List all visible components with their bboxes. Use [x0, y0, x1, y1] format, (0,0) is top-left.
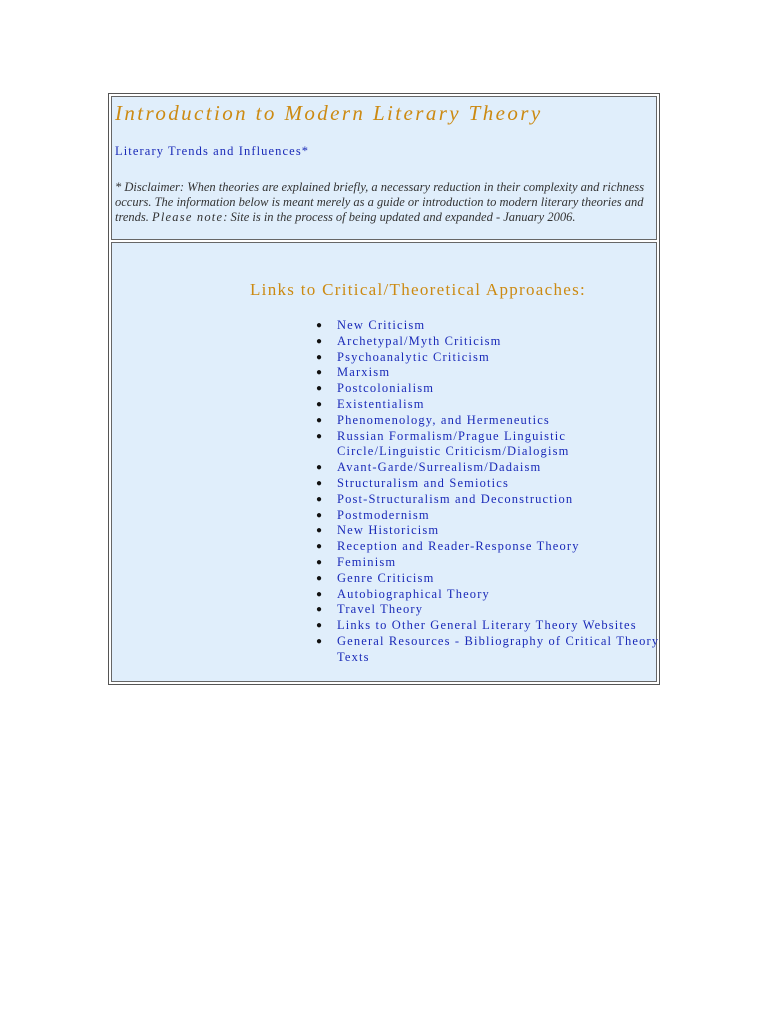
bullet-icon: ● — [316, 620, 323, 632]
link-post-structuralism[interactable]: Post-Structuralism and Deconstruction — [337, 491, 574, 506]
bullet-icon: ● — [316, 320, 323, 331]
bullet-icon: ● — [316, 525, 323, 537]
list-item — [316, 349, 662, 366]
list-item — [316, 381, 662, 397]
list-item — [316, 491, 662, 508]
link-other-theory-websites[interactable]: Links to Other General Literary Theory Websites — [337, 618, 637, 633]
intro-cell — [111, 96, 657, 240]
list-item — [316, 586, 662, 603]
link-marxism[interactable]: Marxism — [337, 365, 391, 380]
list-item — [316, 318, 662, 334]
list-item — [316, 539, 662, 555]
link-genre-criticism[interactable]: Genre Criticism — [337, 570, 435, 585]
link-existentialism[interactable]: Existentialism — [337, 396, 425, 411]
bullet-icon: ● — [316, 604, 323, 616]
list-item — [316, 554, 662, 571]
bullet-icon: ● — [316, 383, 323, 395]
link-new-historicism[interactable]: New Historicism — [337, 523, 440, 538]
link-archetypal-myth-criticism[interactable]: Archetypal/Myth Criticism — [337, 333, 502, 348]
list-item — [316, 602, 662, 618]
list-item — [316, 396, 662, 413]
bullet-icon: ● — [316, 635, 323, 647]
list-item — [316, 412, 662, 429]
subtitle: Literary Trends and Influences* — [115, 144, 310, 158]
link-new-criticism[interactable]: New Criticism — [337, 318, 426, 332]
bullet-icon: ● — [316, 414, 323, 426]
approaches-link-list — [316, 318, 662, 666]
link-psychoanalytic-criticism[interactable]: Psychoanalytic Criticism — [337, 349, 490, 364]
link-travel-theory[interactable]: Travel Theory — [337, 602, 424, 617]
bullet-icon: ● — [316, 477, 323, 489]
bullet-icon: ● — [316, 335, 323, 347]
list-item — [316, 460, 662, 476]
bullet-icon: ● — [316, 493, 323, 505]
bullet-icon: ● — [316, 462, 323, 474]
bullet-icon: ● — [316, 541, 323, 553]
disclaimer-note-label: Please note — [152, 210, 224, 224]
list-item — [316, 507, 662, 524]
link-phenomenology-hermeneutics[interactable]: Phenomenology, and Hermeneutics — [337, 412, 550, 427]
bullet-icon: ● — [316, 367, 323, 379]
link-feminism[interactable]: Feminism — [337, 554, 397, 569]
bullet-icon: ● — [316, 398, 323, 410]
disclaimer-part-1: * Disclaimer: When theories are explained briefly, a necessary reduction in their complexity and richness occurs. The information below is meant merely as a guide or introduction to modern literary theories and trends. — [115, 180, 645, 224]
link-postcolonialism[interactable]: Postcolonialism — [337, 381, 435, 396]
list-item — [316, 365, 662, 381]
bullet-icon: ● — [316, 509, 323, 521]
list-item — [316, 428, 662, 461]
list-item — [316, 633, 662, 666]
bullet-icon: ● — [316, 556, 323, 568]
bullet-icon: ● — [316, 351, 323, 363]
list-item — [316, 475, 662, 492]
link-structuralism-semiotics[interactable]: Structuralism and Semiotics — [337, 475, 510, 490]
list-item — [316, 333, 662, 350]
disclaimer-part-2: : Site is in the process of being updated and expanded - January 2006. — [223, 210, 576, 224]
list-item — [316, 618, 662, 634]
link-postmodernism[interactable]: Postmodernism — [337, 507, 430, 522]
content-table — [108, 93, 660, 685]
bullet-icon: ● — [316, 430, 323, 442]
link-autobiographical-theory[interactable]: Autobiographical Theory — [337, 586, 490, 601]
list-item — [316, 523, 662, 539]
list-item — [316, 570, 662, 587]
page-title: Introduction to Modern Literary Theory — [115, 101, 543, 125]
link-russian-formalism[interactable]: Russian Formalism/Prague Linguistic Circle/Linguistic Criticism/Dialogism — [337, 428, 570, 459]
links-heading: Links to Critical/Theoretical Approaches: — [250, 280, 587, 299]
link-avant-garde[interactable]: Avant-Garde/Surrealism/Dadaism — [337, 460, 542, 475]
bullet-icon: ● — [316, 572, 323, 584]
link-reader-response[interactable]: Reception and Reader-Response Theory — [337, 539, 580, 554]
link-general-resources[interactable]: General Resources - Bibliography of Critical Theory Texts — [337, 633, 660, 664]
bullet-icon: ● — [316, 588, 323, 600]
disclaimer-text — [115, 180, 650, 225]
links-cell — [111, 242, 660, 682]
